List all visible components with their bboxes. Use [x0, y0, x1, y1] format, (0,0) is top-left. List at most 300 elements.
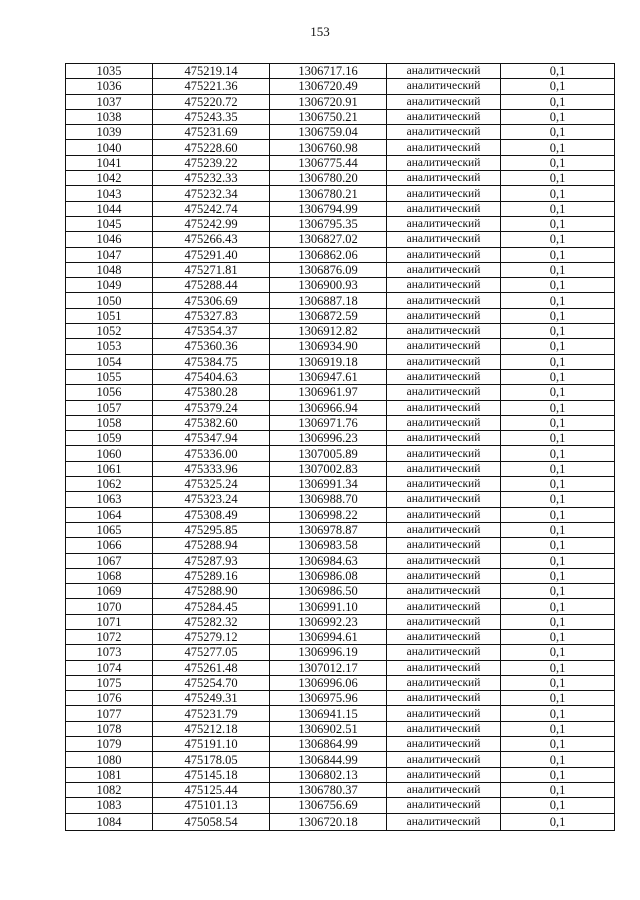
coordinate-x-cell: 475336.00	[153, 446, 270, 461]
coordinate-y-cell: 1306760.98	[270, 140, 387, 155]
accuracy-cell: 0,1	[501, 507, 615, 522]
accuracy-cell: 0,1	[501, 721, 615, 736]
coordinate-x-cell: 475288.44	[153, 278, 270, 293]
method-cell: аналитический	[387, 247, 501, 262]
method-cell: аналитический	[387, 415, 501, 430]
point-number-cell: 1039	[66, 125, 153, 140]
coordinate-y-cell: 1306998.22	[270, 507, 387, 522]
method-cell: аналитический	[387, 461, 501, 476]
coordinate-y-cell: 1306795.35	[270, 216, 387, 231]
coordinate-y-cell: 1306750.21	[270, 109, 387, 124]
method-cell: аналитический	[387, 262, 501, 277]
coordinate-x-cell: 475295.85	[153, 522, 270, 537]
accuracy-cell: 0,1	[501, 553, 615, 568]
method-cell: аналитический	[387, 538, 501, 553]
coordinate-x-cell: 475384.75	[153, 354, 270, 369]
point-number-cell: 1061	[66, 461, 153, 476]
coordinate-y-cell: 1306971.76	[270, 415, 387, 430]
coordinate-x-cell: 475379.24	[153, 400, 270, 415]
coordinate-y-cell: 1306919.18	[270, 354, 387, 369]
accuracy-cell: 0,1	[501, 691, 615, 706]
table-row	[66, 675, 615, 690]
accuracy-cell: 0,1	[501, 798, 615, 813]
point-number-cell: 1068	[66, 568, 153, 583]
coordinate-x-cell: 475279.12	[153, 629, 270, 644]
table-row	[66, 369, 615, 384]
point-number-cell: 1083	[66, 798, 153, 813]
coordinate-y-cell: 1306975.96	[270, 691, 387, 706]
point-number-cell: 1066	[66, 538, 153, 553]
coordinate-x-cell: 475404.63	[153, 369, 270, 384]
method-cell: аналитический	[387, 278, 501, 293]
point-number-cell: 1059	[66, 431, 153, 446]
point-number-cell: 1075	[66, 675, 153, 690]
point-number-cell: 1069	[66, 584, 153, 599]
coordinate-y-cell: 1306794.99	[270, 201, 387, 216]
method-cell: аналитический	[387, 385, 501, 400]
accuracy-cell: 0,1	[501, 813, 615, 830]
coordinate-y-cell: 1306775.44	[270, 155, 387, 170]
coordinate-y-cell: 1306986.08	[270, 568, 387, 583]
method-cell: аналитический	[387, 737, 501, 752]
point-number-cell: 1042	[66, 171, 153, 186]
coordinate-y-cell: 1306900.93	[270, 278, 387, 293]
coordinate-x-cell: 475282.32	[153, 614, 270, 629]
point-number-cell: 1078	[66, 721, 153, 736]
coordinate-y-cell: 1306991.10	[270, 599, 387, 614]
coordinate-x-cell: 475266.43	[153, 232, 270, 247]
point-number-cell: 1072	[66, 629, 153, 644]
coordinate-x-cell: 475232.33	[153, 171, 270, 186]
point-number-cell: 1058	[66, 415, 153, 430]
coordinate-x-cell: 475125.44	[153, 782, 270, 797]
point-number-cell: 1035	[66, 64, 153, 79]
accuracy-cell: 0,1	[501, 278, 615, 293]
point-number-cell: 1047	[66, 247, 153, 262]
coordinate-y-cell: 1306994.61	[270, 629, 387, 644]
coordinate-y-cell: 1306720.49	[270, 79, 387, 94]
accuracy-cell: 0,1	[501, 247, 615, 262]
coordinate-x-cell: 475231.79	[153, 706, 270, 721]
coordinate-x-cell: 475242.74	[153, 201, 270, 216]
method-cell: аналитический	[387, 675, 501, 690]
coordinate-x-cell: 475212.18	[153, 721, 270, 736]
accuracy-cell: 0,1	[501, 461, 615, 476]
accuracy-cell: 0,1	[501, 186, 615, 201]
point-number-cell: 1077	[66, 706, 153, 721]
table-row	[66, 584, 615, 599]
coordinate-x-cell: 475239.22	[153, 155, 270, 170]
coordinate-x-cell: 475220.72	[153, 94, 270, 109]
table-row	[66, 262, 615, 277]
table-row	[66, 691, 615, 706]
coordinate-y-cell: 1306902.51	[270, 721, 387, 736]
table-row	[66, 186, 615, 201]
method-cell: аналитический	[387, 721, 501, 736]
method-cell: аналитический	[387, 798, 501, 813]
accuracy-cell: 0,1	[501, 324, 615, 339]
point-number-cell: 1080	[66, 752, 153, 767]
accuracy-cell: 0,1	[501, 767, 615, 782]
coordinate-x-cell: 475058.54	[153, 813, 270, 830]
table-row	[66, 171, 615, 186]
method-cell: аналитический	[387, 477, 501, 492]
accuracy-cell: 0,1	[501, 109, 615, 124]
coordinate-y-cell: 1306996.19	[270, 645, 387, 660]
coordinate-x-cell: 475333.96	[153, 461, 270, 476]
method-cell: аналитический	[387, 568, 501, 583]
method-cell: аналитический	[387, 507, 501, 522]
table-row	[66, 94, 615, 109]
accuracy-cell: 0,1	[501, 308, 615, 323]
method-cell: аналитический	[387, 186, 501, 201]
point-number-cell: 1081	[66, 767, 153, 782]
method-cell: аналитический	[387, 293, 501, 308]
coordinate-y-cell: 1307002.83	[270, 461, 387, 476]
method-cell: аналитический	[387, 140, 501, 155]
table-row	[66, 782, 615, 797]
coordinate-x-cell: 475284.45	[153, 599, 270, 614]
method-cell: аналитический	[387, 79, 501, 94]
method-cell: аналитический	[387, 645, 501, 660]
coordinate-x-cell: 475323.24	[153, 492, 270, 507]
coordinate-y-cell: 1306864.99	[270, 737, 387, 752]
accuracy-cell: 0,1	[501, 64, 615, 79]
method-cell: аналитический	[387, 492, 501, 507]
method-cell: аналитический	[387, 660, 501, 675]
coordinate-y-cell: 1306961.97	[270, 385, 387, 400]
accuracy-cell: 0,1	[501, 446, 615, 461]
accuracy-cell: 0,1	[501, 675, 615, 690]
accuracy-cell: 0,1	[501, 584, 615, 599]
method-cell: аналитический	[387, 706, 501, 721]
coordinate-x-cell: 475271.81	[153, 262, 270, 277]
coordinate-y-cell: 1306996.23	[270, 431, 387, 446]
coordinate-y-cell: 1306912.82	[270, 324, 387, 339]
table-row	[66, 446, 615, 461]
coordinate-x-cell: 475327.83	[153, 308, 270, 323]
point-number-cell: 1056	[66, 385, 153, 400]
table-row	[66, 752, 615, 767]
method-cell: аналитический	[387, 614, 501, 629]
point-number-cell: 1062	[66, 477, 153, 492]
page-number: 153	[310, 24, 330, 39]
point-number-cell: 1041	[66, 155, 153, 170]
point-number-cell: 1052	[66, 324, 153, 339]
table-row	[66, 553, 615, 568]
accuracy-cell: 0,1	[501, 79, 615, 94]
coordinate-y-cell: 1306780.37	[270, 782, 387, 797]
coordinate-x-cell: 475232.34	[153, 186, 270, 201]
point-number-cell: 1070	[66, 599, 153, 614]
coordinate-y-cell: 1306966.94	[270, 400, 387, 415]
accuracy-cell: 0,1	[501, 752, 615, 767]
coordinate-x-cell: 475308.49	[153, 507, 270, 522]
table-row	[66, 599, 615, 614]
coordinate-x-cell: 475277.05	[153, 645, 270, 660]
accuracy-cell: 0,1	[501, 232, 615, 247]
coordinate-x-cell: 475354.37	[153, 324, 270, 339]
accuracy-cell: 0,1	[501, 614, 615, 629]
method-cell: аналитический	[387, 599, 501, 614]
method-cell: аналитический	[387, 813, 501, 830]
coordinate-x-cell: 475380.28	[153, 385, 270, 400]
table-row	[66, 400, 615, 415]
point-number-cell: 1054	[66, 354, 153, 369]
accuracy-cell: 0,1	[501, 216, 615, 231]
point-number-cell: 1082	[66, 782, 153, 797]
coordinate-x-cell: 475221.36	[153, 79, 270, 94]
method-cell: аналитический	[387, 691, 501, 706]
coordinate-y-cell: 1306780.21	[270, 186, 387, 201]
table-row	[66, 538, 615, 553]
table-row	[66, 798, 615, 813]
accuracy-cell: 0,1	[501, 339, 615, 354]
method-cell: аналитический	[387, 553, 501, 568]
point-number-cell: 1063	[66, 492, 153, 507]
method-cell: аналитический	[387, 400, 501, 415]
accuracy-cell: 0,1	[501, 431, 615, 446]
coordinate-y-cell: 1307005.89	[270, 446, 387, 461]
method-cell: аналитический	[387, 308, 501, 323]
table-row	[66, 507, 615, 522]
point-number-cell: 1045	[66, 216, 153, 231]
coordinate-y-cell: 1306844.99	[270, 752, 387, 767]
coordinate-y-cell: 1307012.17	[270, 660, 387, 675]
point-number-cell: 1048	[66, 262, 153, 277]
method-cell: аналитический	[387, 201, 501, 216]
method-cell: аналитический	[387, 369, 501, 384]
coordinate-y-cell: 1306872.59	[270, 308, 387, 323]
table-row	[66, 232, 615, 247]
accuracy-cell: 0,1	[501, 492, 615, 507]
method-cell: аналитический	[387, 109, 501, 124]
table-row	[66, 568, 615, 583]
point-number-cell: 1057	[66, 400, 153, 415]
coordinate-y-cell: 1306759.04	[270, 125, 387, 140]
table-row	[66, 140, 615, 155]
accuracy-cell: 0,1	[501, 477, 615, 492]
coordinate-y-cell: 1306887.18	[270, 293, 387, 308]
coordinate-x-cell: 475288.94	[153, 538, 270, 553]
coordinate-y-cell: 1306996.06	[270, 675, 387, 690]
coordinate-x-cell: 475261.48	[153, 660, 270, 675]
table-row	[66, 522, 615, 537]
point-number-cell: 1040	[66, 140, 153, 155]
table-row	[66, 354, 615, 369]
accuracy-cell: 0,1	[501, 385, 615, 400]
table-row	[66, 431, 615, 446]
accuracy-cell: 0,1	[501, 262, 615, 277]
method-cell: аналитический	[387, 782, 501, 797]
coordinate-x-cell: 475289.16	[153, 568, 270, 583]
point-number-cell: 1067	[66, 553, 153, 568]
coordinate-y-cell: 1306992.23	[270, 614, 387, 629]
table-row	[66, 477, 615, 492]
coordinate-y-cell: 1306756.69	[270, 798, 387, 813]
point-number-cell: 1079	[66, 737, 153, 752]
accuracy-cell: 0,1	[501, 125, 615, 140]
coordinate-x-cell: 475243.35	[153, 109, 270, 124]
table-row	[66, 79, 615, 94]
method-cell: аналитический	[387, 522, 501, 537]
coordinate-x-cell: 475360.36	[153, 339, 270, 354]
coordinate-y-cell: 1306802.13	[270, 767, 387, 782]
coordinate-x-cell: 475249.31	[153, 691, 270, 706]
accuracy-cell: 0,1	[501, 354, 615, 369]
coordinate-x-cell: 475178.05	[153, 752, 270, 767]
table-row	[66, 109, 615, 124]
table-row	[66, 660, 615, 675]
method-cell: аналитический	[387, 354, 501, 369]
point-number-cell: 1043	[66, 186, 153, 201]
method-cell: аналитический	[387, 94, 501, 109]
coordinate-y-cell: 1306934.90	[270, 339, 387, 354]
accuracy-cell: 0,1	[501, 782, 615, 797]
table-row	[66, 629, 615, 644]
point-number-cell: 1055	[66, 369, 153, 384]
coordinate-x-cell: 475347.94	[153, 431, 270, 446]
table-row	[66, 813, 615, 830]
coordinate-x-cell: 475382.60	[153, 415, 270, 430]
table-row	[66, 293, 615, 308]
coordinate-y-cell: 1306717.16	[270, 64, 387, 79]
coordinates-table	[65, 63, 615, 831]
coordinate-y-cell: 1306983.58	[270, 538, 387, 553]
coordinate-x-cell: 475231.69	[153, 125, 270, 140]
coordinate-y-cell: 1306941.15	[270, 706, 387, 721]
coordinate-y-cell: 1306876.09	[270, 262, 387, 277]
accuracy-cell: 0,1	[501, 155, 615, 170]
table-row	[66, 125, 615, 140]
method-cell: аналитический	[387, 155, 501, 170]
coordinate-y-cell: 1306947.61	[270, 369, 387, 384]
coordinate-y-cell: 1306862.06	[270, 247, 387, 262]
point-number-cell: 1046	[66, 232, 153, 247]
coordinates-table-body	[66, 64, 615, 831]
table-row	[66, 461, 615, 476]
table-row	[66, 706, 615, 721]
method-cell: аналитический	[387, 629, 501, 644]
coordinate-y-cell: 1306984.63	[270, 553, 387, 568]
coordinate-x-cell: 475287.93	[153, 553, 270, 568]
point-number-cell: 1076	[66, 691, 153, 706]
coordinate-x-cell: 475288.90	[153, 584, 270, 599]
method-cell: аналитический	[387, 584, 501, 599]
coordinate-y-cell: 1306988.70	[270, 492, 387, 507]
coordinate-x-cell: 475242.99	[153, 216, 270, 231]
coordinate-x-cell: 475306.69	[153, 293, 270, 308]
coordinate-x-cell: 475145.18	[153, 767, 270, 782]
accuracy-cell: 0,1	[501, 201, 615, 216]
method-cell: аналитический	[387, 446, 501, 461]
method-cell: аналитический	[387, 752, 501, 767]
table-row	[66, 767, 615, 782]
table-row	[66, 385, 615, 400]
point-number-cell: 1050	[66, 293, 153, 308]
table-row	[66, 324, 615, 339]
coordinate-x-cell: 475228.60	[153, 140, 270, 155]
point-number-cell: 1049	[66, 278, 153, 293]
table-row	[66, 614, 615, 629]
method-cell: аналитический	[387, 216, 501, 231]
point-number-cell: 1074	[66, 660, 153, 675]
method-cell: аналитический	[387, 125, 501, 140]
coordinate-x-cell: 475291.40	[153, 247, 270, 262]
accuracy-cell: 0,1	[501, 171, 615, 186]
coordinate-y-cell: 1306991.34	[270, 477, 387, 492]
table-row	[66, 308, 615, 323]
method-cell: аналитический	[387, 767, 501, 782]
coordinate-y-cell: 1306720.91	[270, 94, 387, 109]
coordinate-x-cell: 475101.13	[153, 798, 270, 813]
point-number-cell: 1051	[66, 308, 153, 323]
coordinate-y-cell: 1306986.50	[270, 584, 387, 599]
table-row	[66, 278, 615, 293]
accuracy-cell: 0,1	[501, 522, 615, 537]
accuracy-cell: 0,1	[501, 400, 615, 415]
point-number-cell: 1071	[66, 614, 153, 629]
table-row	[66, 247, 615, 262]
coordinate-x-cell: 475325.24	[153, 477, 270, 492]
accuracy-cell: 0,1	[501, 599, 615, 614]
table-row	[66, 339, 615, 354]
table-row	[66, 415, 615, 430]
coordinate-x-cell: 475254.70	[153, 675, 270, 690]
accuracy-cell: 0,1	[501, 629, 615, 644]
point-number-cell: 1036	[66, 79, 153, 94]
accuracy-cell: 0,1	[501, 538, 615, 553]
method-cell: аналитический	[387, 232, 501, 247]
accuracy-cell: 0,1	[501, 568, 615, 583]
accuracy-cell: 0,1	[501, 645, 615, 660]
coordinate-y-cell: 1306780.20	[270, 171, 387, 186]
accuracy-cell: 0,1	[501, 660, 615, 675]
accuracy-cell: 0,1	[501, 706, 615, 721]
accuracy-cell: 0,1	[501, 94, 615, 109]
method-cell: аналитический	[387, 339, 501, 354]
method-cell: аналитический	[387, 324, 501, 339]
table-row	[66, 64, 615, 79]
accuracy-cell: 0,1	[501, 737, 615, 752]
accuracy-cell: 0,1	[501, 293, 615, 308]
method-cell: аналитический	[387, 64, 501, 79]
accuracy-cell: 0,1	[501, 415, 615, 430]
table-row	[66, 645, 615, 660]
point-number-cell: 1065	[66, 522, 153, 537]
point-number-cell: 1038	[66, 109, 153, 124]
point-number-cell: 1053	[66, 339, 153, 354]
table-row	[66, 155, 615, 170]
table-row	[66, 721, 615, 736]
table-row	[66, 216, 615, 231]
method-cell: аналитический	[387, 431, 501, 446]
method-cell: аналитический	[387, 171, 501, 186]
table-row	[66, 492, 615, 507]
coordinate-x-cell: 475219.14	[153, 64, 270, 79]
table-row	[66, 201, 615, 216]
accuracy-cell: 0,1	[501, 140, 615, 155]
point-number-cell: 1064	[66, 507, 153, 522]
coordinate-y-cell: 1306978.87	[270, 522, 387, 537]
point-number-cell: 1073	[66, 645, 153, 660]
coordinate-y-cell: 1306827.02	[270, 232, 387, 247]
accuracy-cell: 0,1	[501, 369, 615, 384]
point-number-cell: 1044	[66, 201, 153, 216]
table-row	[66, 737, 615, 752]
point-number-cell: 1037	[66, 94, 153, 109]
point-number-cell: 1084	[66, 813, 153, 830]
